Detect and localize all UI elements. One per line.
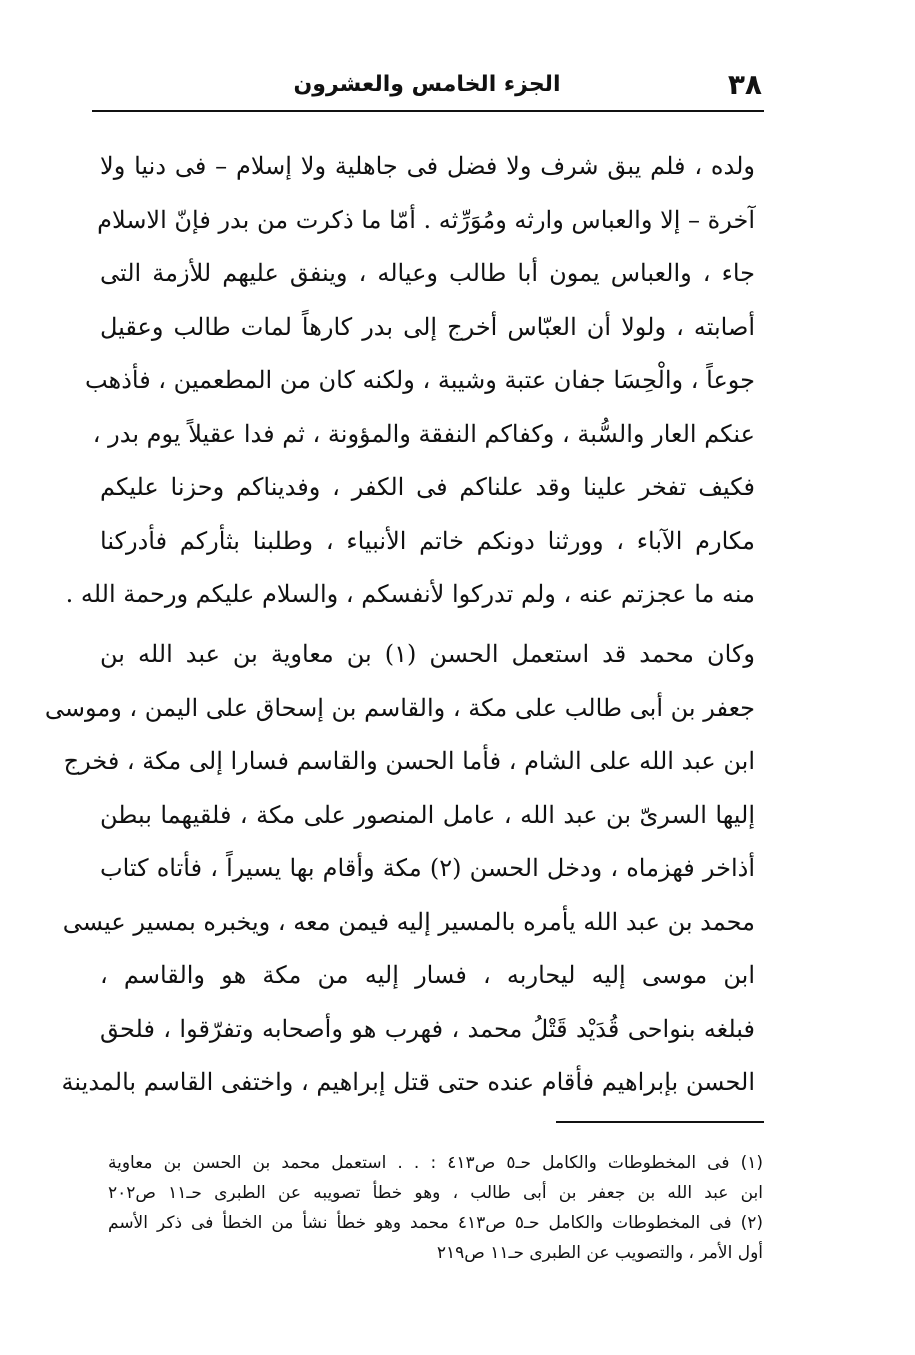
text-line: ولده ، فلم يبق شرف ولا فضل فى جاهلية ولا إسلام – فى دنيا ولا (100, 152, 755, 180)
paragraph (65, 140, 755, 622)
footnote-2 (108, 1208, 763, 1268)
running-title: الجزء الخامس والعشرون (293, 72, 561, 97)
text-line: ابن عبد الله على الشام ، فأما الحسن والقاسم فسارا إلى مكة ، فخرج (63, 747, 755, 775)
text-line: وكان محمد قد استعمل الحسن (١) بن معاوية بن عبد الله بن (100, 640, 755, 668)
footnote-line: أول الأمر ، والتصويب عن الطبرى حـ١١ ص٢١٩ (436, 1243, 763, 1263)
text-line: آخرة – إلا والعباس وارثه ومُوَرِّثه . أمّا ما ذكرت من بدر فإنّ الاسلام (97, 205, 755, 234)
text-line: الحسن بإبراهيم فأقام عنده حتى قتل إبراهيم ، واختفى القاسم بالمدينة (61, 1068, 755, 1096)
text-line: جوعاً ، والْحِسَا جفان عتبة وشيبة ، ولكنه كان من المطعمين ، فأذهب (84, 366, 755, 394)
footnote-line: (٢) فى المخطوطات والكامل حـ٥ ص٤١٣ محمد وهو خطأ نشأ من الخطأ فى ذكر الأسم (108, 1213, 763, 1233)
text-line: إليها السرىّ بن عبد الله ، عامل المنصور على مكة ، فلقيهما ببطن (100, 800, 755, 829)
text-line: فكيف تفخر علينا وقد علناكم فى الكفر ، وفديناكم وحزنا عليكم (100, 473, 755, 501)
text-line: ابن موسى إليه ليحاربه ، فسار إليه من مكة هو والقاسم ، (100, 961, 755, 989)
footnote-line: ابن عبد الله بن جعفر بن أبى طالب ، وهو خطأ تصويبه عن الطبرى حـ١١ ص٢٠٢ (108, 1183, 763, 1203)
footnote-line: (١) فى المخطوطات والكامل حـ٥ ص٤١٣ : . . استعمل محمد بن الحسن بن معاوية (108, 1153, 763, 1173)
text-line: منه ما عجزتم عنه ، ولم تدركوا لأنفسكم ، والسلام عليكم ورحمة الله . (65, 580, 755, 608)
page-number: ٣٨ (727, 68, 762, 101)
text-line: جاء ، والعباس يمون أبا طالب وعياله ، وينفق عليهم للأزمة التى (100, 259, 755, 287)
footnotes (108, 1148, 763, 1268)
text-line: أذاخر فهزماه ، ودخل الحسن (٢) مكة وأقام بها يسيراً ، فأتاه كتاب (100, 854, 755, 882)
text-line: أصابته ، ولولا أن العبّاس أخرج إلى بدر كارهاً لمات طالب وعقيل (100, 312, 755, 341)
text-line: عنكم العار والسُّبة ، وكفاكم النفقة والمؤونة ، ثم فدا عقيلاً يوم بدر ، (92, 419, 755, 448)
text-line: فبلغه بنواحى قُدَيْد قَتْلُ محمد ، فهرب هو وأصحابه وتفرّقوا ، فلحق (100, 1014, 755, 1043)
page-header (92, 66, 762, 110)
header-rule (92, 110, 764, 112)
footnote-1 (108, 1148, 763, 1208)
text-line: محمد بن عبد الله يأمره بالمسير إليه فيمن معه ، ويخبره بمسير عيسى (62, 907, 755, 936)
text-line: جعفر بن أبى طالب على مكة ، والقاسم بن إسحاق على اليمن ، وموسى (44, 693, 755, 722)
text-line: مكارم الآباء ، وورثنا دونكم خاتم الأنبياء ، وطلبنا بثأركم فأدركنا (100, 526, 755, 555)
footnote-rule (556, 1121, 764, 1123)
paragraph (44, 628, 755, 1110)
